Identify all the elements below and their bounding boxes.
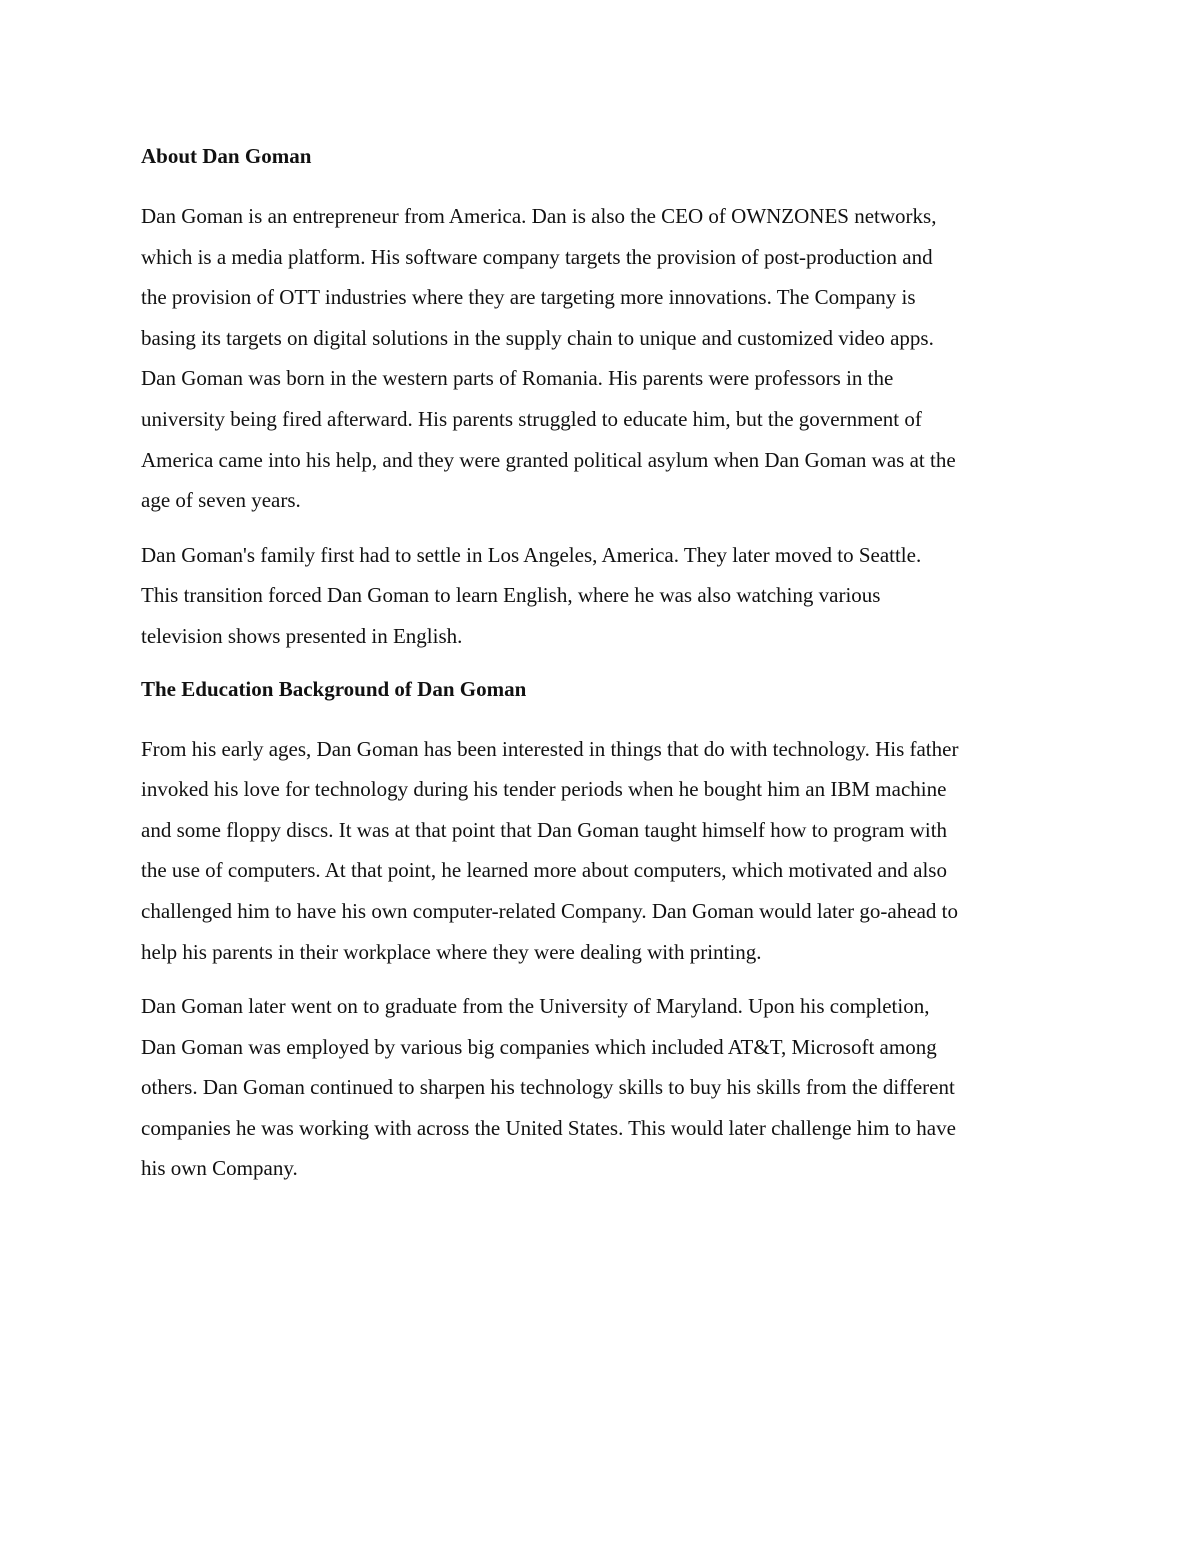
text-line: television shows presented in English. <box>141 623 463 648</box>
text-line: Dan Goman later went on to graduate from the University of Maryland. Upon his completion, <box>141 994 930 1019</box>
paragraph <box>141 729 1070 973</box>
text-line: which is a media platform. His software company targets the provision of post-production and <box>141 244 933 269</box>
paragraph <box>141 196 1070 521</box>
section-heading: About Dan Goman <box>141 144 312 168</box>
section-education <box>141 673 1070 1190</box>
text-line: From his early ages, Dan Goman has been interested in things that do with technology. His father <box>141 736 959 761</box>
text-line: the use of computers. At that point, he learned more about computers, which motivated and also <box>141 858 947 883</box>
paragraph <box>141 535 1070 657</box>
text-line: Dan Goman's family first had to settle in Los Angeles, America. They later moved to Seattle. <box>141 542 922 567</box>
text-line: and some floppy discs. It was at that point that Dan Goman taught himself how to program with <box>141 817 948 842</box>
text-line: companies he was working with across the United States. This would later challenge him to have <box>141 1115 956 1140</box>
text-line: Dan Goman was employed by various big companies which included AT&T, Microsoft among <box>141 1034 937 1059</box>
section-heading: The Education Background of Dan Goman <box>141 676 527 701</box>
text-line: the provision of OTT industries where they are targeting more innovations. The Company is <box>141 285 916 310</box>
text-line: This transition forced Dan Goman to learn English, where he was also watching various <box>141 583 881 608</box>
text-line: basing its targets on digital solutions in the supply chain to unique and customized video apps. <box>141 325 934 350</box>
text-line: America came into his help, and they were granted political asylum when Dan Goman was at the <box>141 447 956 472</box>
text-line: his own Company. <box>141 1156 298 1181</box>
text-line: others. Dan Goman continued to sharpen his technology skills to buy his skills from the different <box>141 1075 955 1100</box>
text-line: Dan Goman is an entrepreneur from America. Dan is also the CEO of OWNZONES networks, <box>141 204 937 228</box>
text-line: challenged him to have his own computer-related Company. Dan Goman would later go-ahead to <box>141 898 958 923</box>
text-line: age of seven years. <box>141 488 301 513</box>
text-line: Dan Goman was born in the western parts of Romania. His parents were professors in the <box>141 366 894 391</box>
text-line: invoked his love for technology during his tender periods when he bought him an IBM machine <box>141 777 947 802</box>
paragraph <box>141 986 1070 1189</box>
section-about <box>141 140 1070 657</box>
text-line: university being fired afterward. His parents struggled to educate him, but the government of <box>141 406 922 431</box>
text-line: help his parents in their workplace where they were dealing with printing. <box>141 939 762 964</box>
